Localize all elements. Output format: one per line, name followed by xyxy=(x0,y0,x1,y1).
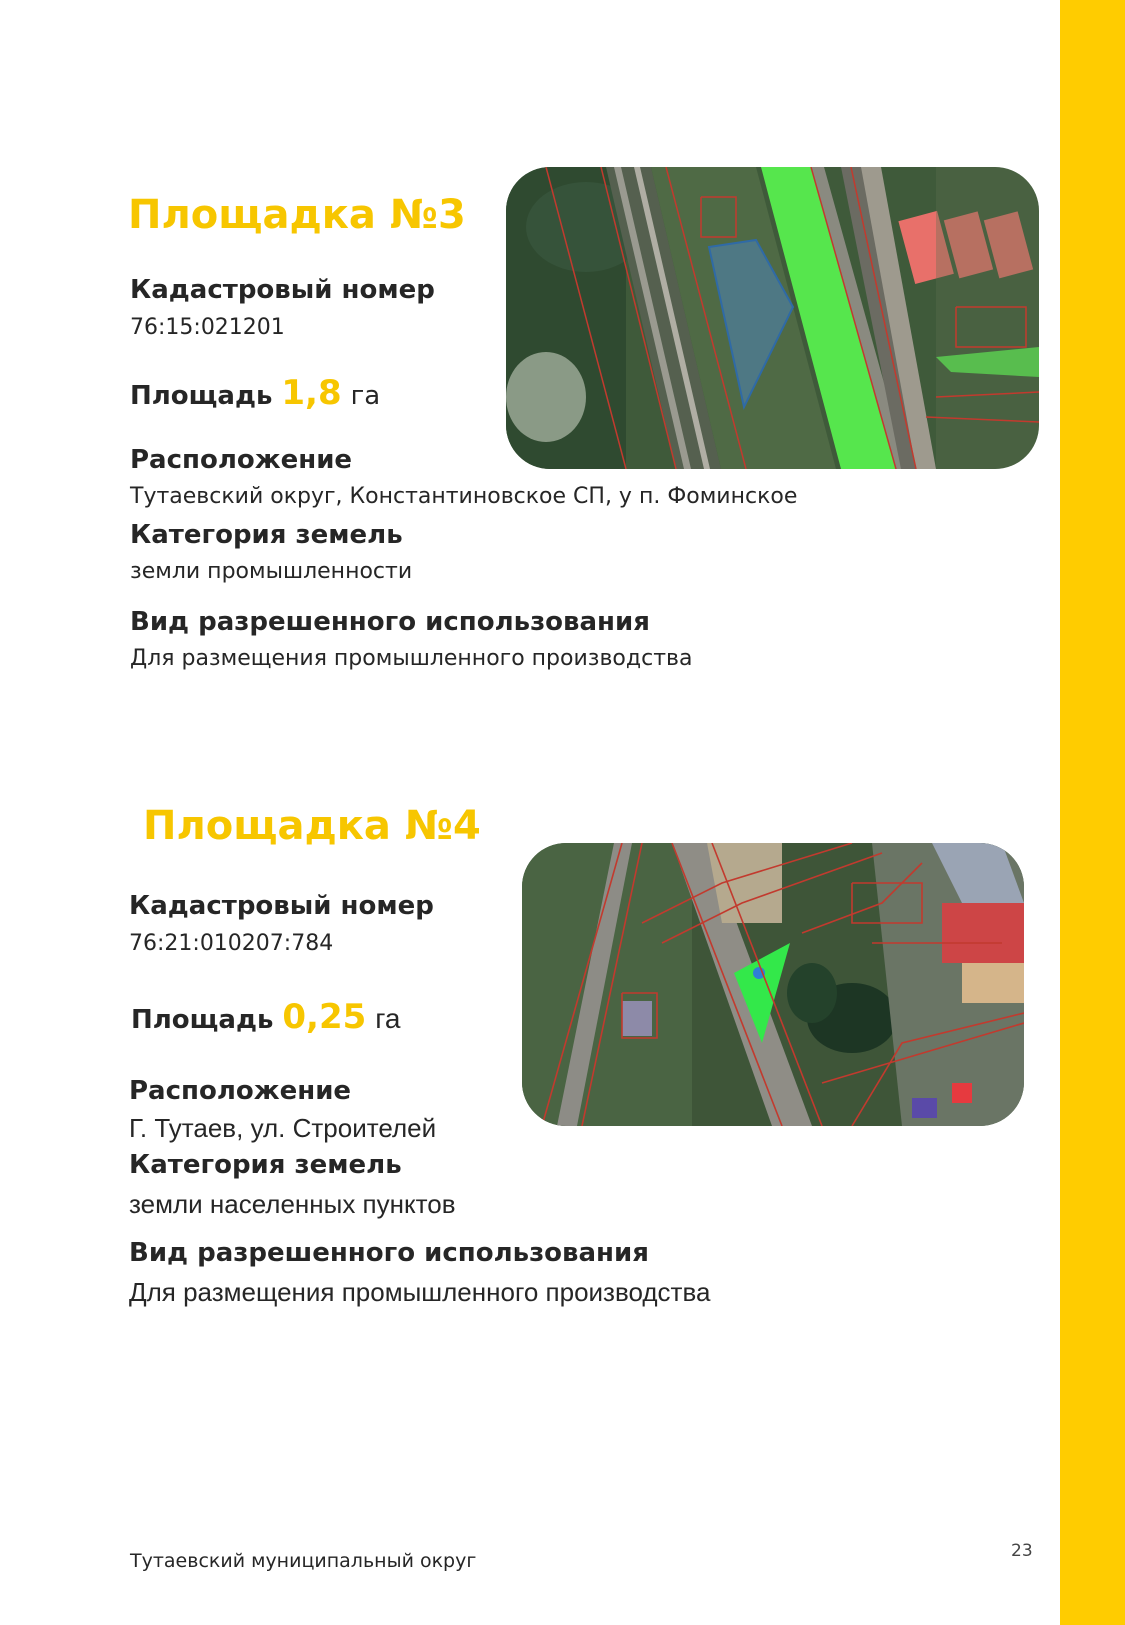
site-4-area-unit: га xyxy=(375,1003,401,1034)
site-3-category-value: земли промышленности xyxy=(130,559,413,584)
site-4-area-value: 0,25 xyxy=(282,997,367,1037)
site-4-cadastral-label: Кадастровый номер xyxy=(129,891,434,921)
site-3-location-label: Расположение xyxy=(130,445,353,475)
site-3-cadastral-label: Кадастровый номер xyxy=(130,275,435,305)
site-3-use-value: Для размещения промышленного производства xyxy=(130,646,693,671)
site-4-area xyxy=(131,997,401,1037)
site-3-area-label: Площадь xyxy=(130,381,273,411)
footer-text: Тутаевский муниципальный округ xyxy=(130,1550,477,1572)
yellow-sidebar-stripe xyxy=(1060,0,1125,1625)
site-3-area-value: 1,8 xyxy=(281,373,342,413)
site-4-cadastral-value: 76:21:010207:784 xyxy=(129,931,334,956)
site-3-cadastral-map-image xyxy=(506,167,1039,469)
site-4-title: Площадка №4 xyxy=(143,803,481,849)
site-4-location-value: Г. Тутаев, ул. Строителей xyxy=(129,1113,437,1143)
site-4-category-value: земли населенных пунктов xyxy=(129,1189,456,1219)
site-4-category-label: Категория земель xyxy=(129,1150,402,1180)
site-3-use-label: Вид разрешенного использования xyxy=(130,607,650,637)
site-3-location-value: Тутаевский округ, Константиновское СП, у п. Фоминское xyxy=(130,484,798,509)
site-3-category-label: Категория земель xyxy=(130,520,403,550)
site-4-use-label: Вид разрешенного использования xyxy=(129,1238,649,1268)
site-3-title: Площадка №3 xyxy=(128,192,466,238)
site-3-area xyxy=(130,373,381,413)
site-4-use-value: Для размещения промышленного производства xyxy=(129,1277,711,1307)
site-4-cadastral-map-image xyxy=(522,843,1024,1126)
site-4-area-label: Площадь xyxy=(131,1005,274,1035)
page-number: 23 xyxy=(1011,1541,1033,1561)
site-3-area-unit: га xyxy=(350,381,381,411)
site-4-location-label: Расположение xyxy=(129,1076,352,1106)
site-3-cadastral-value: 76:15:021201 xyxy=(130,315,285,340)
